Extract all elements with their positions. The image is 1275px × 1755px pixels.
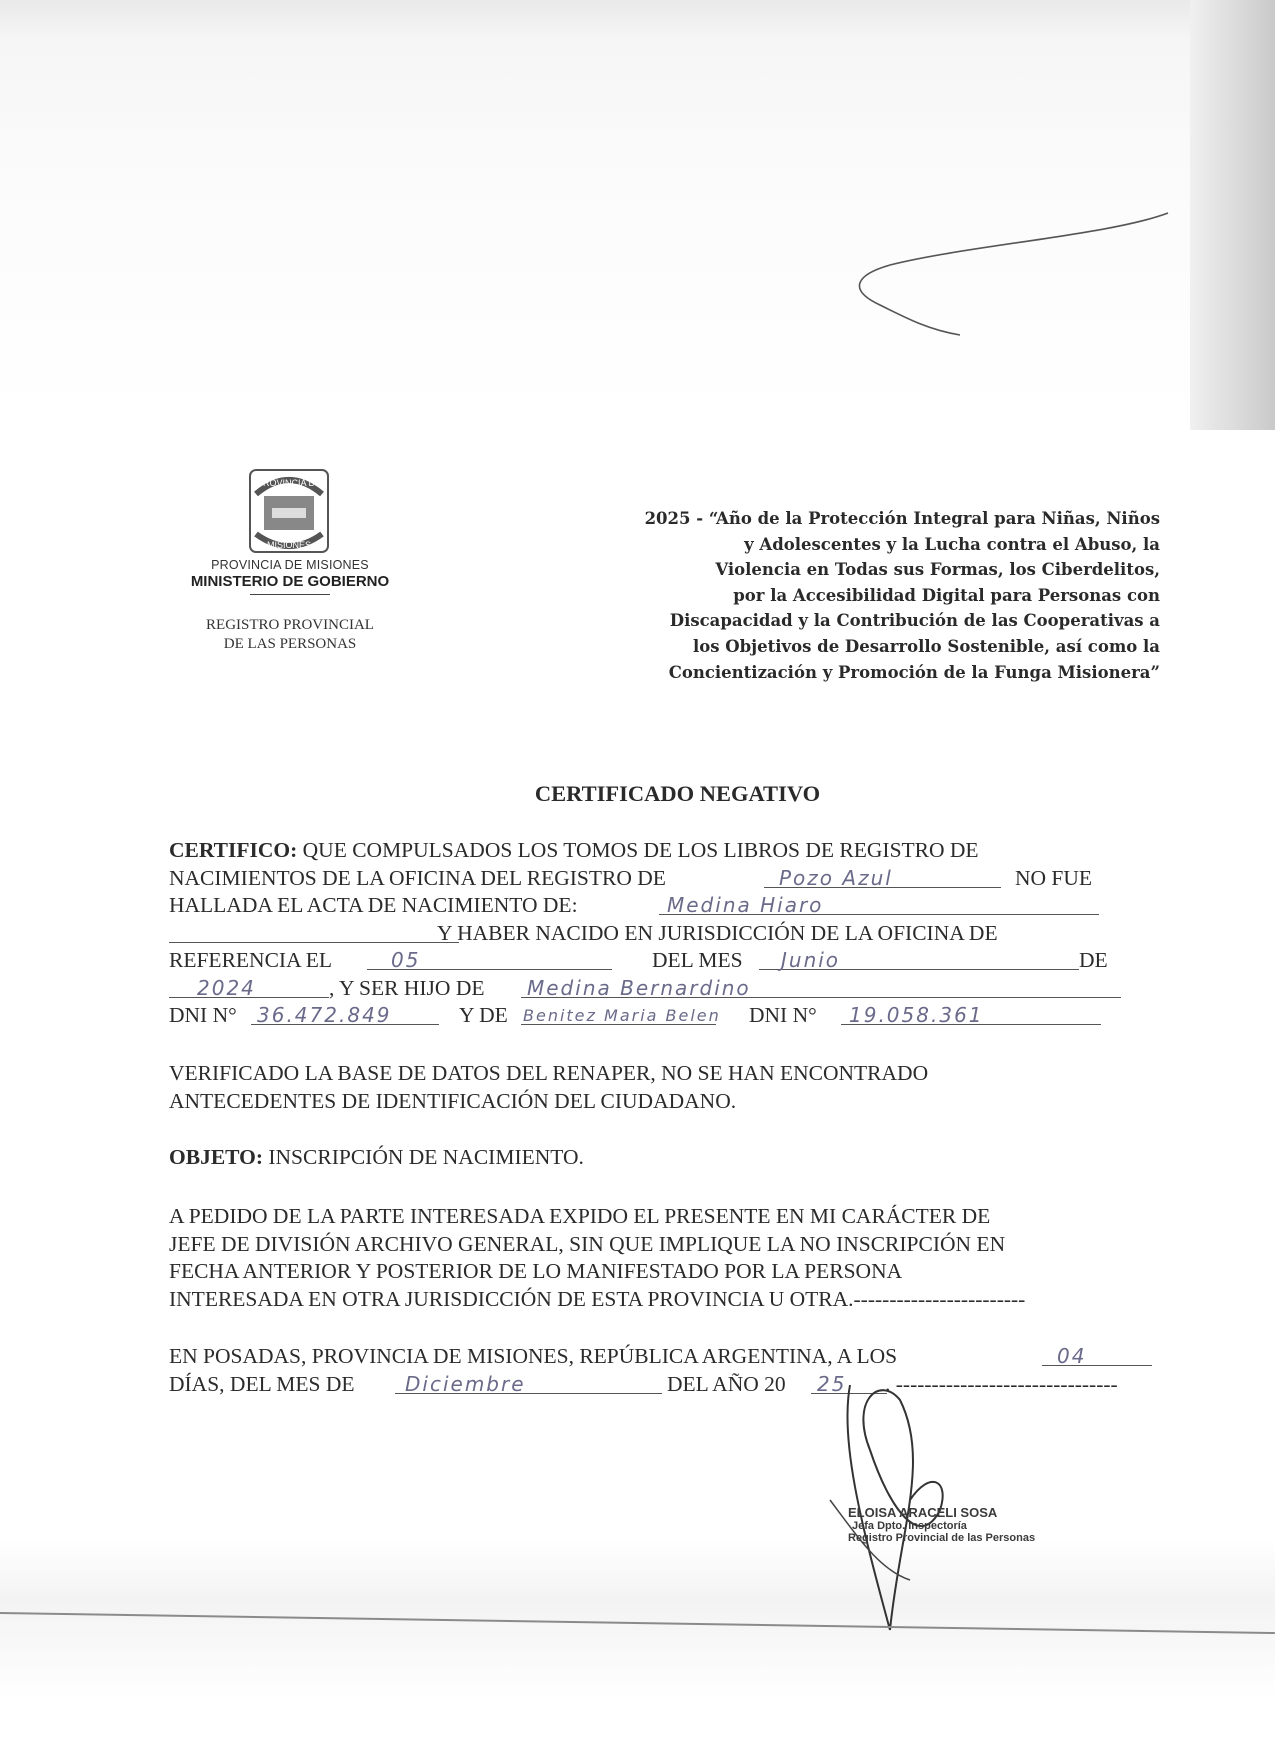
issue-day-handwritten: 04: [1057, 1344, 1087, 1368]
certifico-line-1: QUE COMPULSADOS LOS TOMOS DE LOS LIBROS DE REGISTRO DE: [302, 838, 979, 862]
certifico-line-2a: NACIMIENTOS DE LA OFICINA DEL REGISTRO DE: [169, 865, 666, 890]
certifico-line-5b: DEL MES: [652, 948, 743, 972]
closing-line-1: EN POSADAS, PROVINCIA DE MISIONES, REPÚBLICA ARGENTINA, A LOS: [169, 1344, 898, 1368]
year-motto: [520, 506, 1160, 685]
letterhead-registry-line-2: DE LAS PERSONAS: [223, 636, 357, 652]
folded-corner: [1190, 0, 1275, 430]
motto-line: los Objetivos de Desarrollo Sostenible, así como la: [692, 636, 1160, 656]
certifico-label: CERTIFICO:: [169, 838, 298, 862]
closing-line-2c: . -------------------------------: [885, 1371, 1118, 1396]
birth-month-handwritten: Junio: [781, 948, 841, 972]
certifico-line-7b: Y DE: [459, 1003, 508, 1027]
certifico-line-2b: NO FUE: [1015, 865, 1093, 890]
misiones-coat-of-arms-logo: [242, 466, 336, 556]
certifico-line-4: Y HABER NACIDO EN JURISDICCIÓN DE LA OFICINA DE: [437, 920, 998, 945]
motto-line: Discapacidad y la Contribución de las Cooperativas a: [669, 611, 1160, 631]
birth-day-handwritten: 05: [391, 948, 421, 972]
child-name-handwritten: Medina Hiaro: [667, 893, 824, 917]
objeto-paragraph: [169, 1144, 1189, 1172]
logo-lettering-bottom: MISIONES: [266, 540, 312, 550]
certifico-line-5a: REFERENCIA EL: [169, 948, 333, 972]
closing-line-2a: DÍAS, DEL MES DE: [169, 1371, 355, 1396]
issue-year-handwritten: 25: [817, 1371, 847, 1396]
logo-lettering-top: PROVINCIA DE: [256, 478, 322, 488]
pedido-line-3: FECHA ANTERIOR Y POSTERIOR DE LO MANIFESTADO POR LA PERSONA: [169, 1259, 903, 1283]
motto-line: y Adolescentes y la Lucha contra el Abuso, la: [744, 534, 1160, 554]
pedido-line-4: INTERESADA EN OTRA JURISDICCIÓN DE ESTA PROVINCIA U OTRA.------------------------: [169, 1286, 1026, 1311]
mother-dni-handwritten: 19.058.361: [849, 1003, 984, 1027]
certifico-line-5c: DE: [1079, 948, 1108, 972]
renaper-line-2: ANTECEDENTES DE IDENTIFICACIÓN DEL CIUDADANO.: [169, 1088, 737, 1113]
birth-year-handwritten: 2024: [197, 975, 256, 1000]
closing-line-2b: DEL AÑO 20: [667, 1371, 786, 1396]
stamp-name: ELOISA ARACELI SOSA: [848, 1505, 998, 1520]
official-stamp: [848, 1505, 1035, 1544]
certifico-line-3: HALLADA EL ACTA DE NACIMIENTO DE:: [169, 893, 578, 917]
office-handwritten: Pozo Azul: [779, 865, 893, 890]
certifico-paragraph: [169, 837, 1189, 1030]
pedido-line-2: JEFE DE DIVISIÓN ARCHIVO GENERAL, SIN QUE IMPLIQUE LA NO INSCRIPCIÓN EN: [169, 1231, 1006, 1256]
letterhead-registry-line-1: REGISTRO PROVINCIAL: [206, 617, 374, 633]
pedido-line-1: A PEDIDO DE LA PARTE INTERESADA EXPIDO EL PRESENTE EN MI CARÁCTER DE: [169, 1204, 991, 1228]
motto-line: Concientización y Promoción de la Funga Misionera”: [668, 662, 1160, 682]
document-title: CERTIFICADO NEGATIVO: [534, 781, 821, 806]
stamp-office: Registro Provincial de las Personas: [848, 1532, 1036, 1544]
motto-line: por la Accesibilidad Digital para Personas con: [733, 585, 1160, 605]
child-name-continuation-field: [169, 920, 459, 943]
pedido-paragraph: [169, 1203, 1189, 1313]
father-name-handwritten: Medina Bernardino: [527, 975, 751, 1000]
renaper-paragraph: [169, 1060, 1189, 1115]
issue-month-handwritten: Diciembre: [405, 1371, 526, 1396]
certifico-line-6: , Y SER HIJO DE: [329, 975, 485, 1000]
stamp-role: Jefa Dpto. Inspectoría: [852, 1520, 967, 1532]
father-dni-handwritten: 36.472.849: [257, 1003, 392, 1027]
motto-line: Violencia en Todas sus Formas, los Ciberdelitos,: [715, 560, 1160, 580]
motto-line: 2025 - “Año de la Protección Integral para Niñas, Niños: [644, 509, 1160, 528]
letterhead-ministry: MINISTERIO DE GOBIERNO: [190, 573, 390, 590]
letterhead-divider: [250, 594, 330, 595]
objeto-label: OBJETO:: [169, 1145, 263, 1169]
objeto-text: INSCRIPCIÓN DE NACIMIENTO.: [268, 1145, 584, 1169]
paper-fold-line: [0, 1612, 1275, 1634]
pen-stroke-mark: [850, 205, 1190, 340]
renaper-line-1: VERIFICADO LA BASE DE DATOS DEL RENAPER, NO SE HAN ENCONTRADO: [169, 1061, 929, 1085]
certifico-line-7a: DNI N°: [169, 1003, 237, 1027]
certifico-line-7c: DNI N°: [749, 1003, 817, 1027]
mother-name-handwritten: Benitez Maria Belen: [523, 1006, 721, 1025]
letterhead-province: PROVINCIA DE MISIONES: [211, 558, 369, 572]
